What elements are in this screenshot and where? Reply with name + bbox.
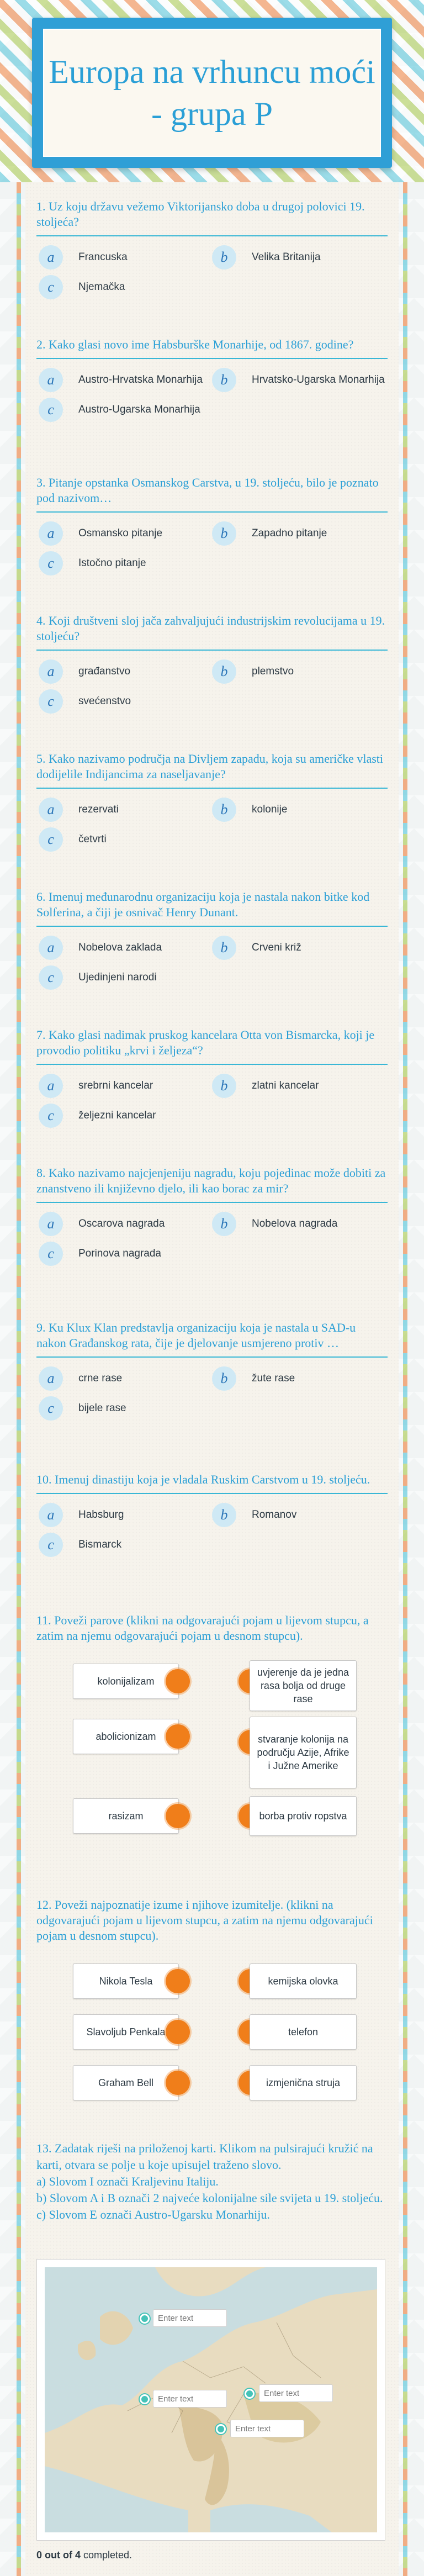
option-c[interactable]: [39, 689, 131, 714]
option-a[interactable]: [39, 798, 119, 822]
match-left-item[interactable]: kolonijalizam: [73, 1664, 179, 1699]
option-a-badge: a: [39, 936, 63, 960]
option-a-badge: a: [39, 659, 63, 684]
question-text: 3. Pitanje opstanka Osmanskog Carstva, u 19. stoljeću, bilo je poznato pod nazivom…: [36, 475, 388, 513]
answer-options: [39, 1366, 385, 1427]
match-right-item[interactable]: kemijska olovka: [250, 1963, 357, 1999]
question-text: 4. Koji društveni sloj jača zahvaljujući industrijskim revolucijama u 19. stoljeću?: [36, 613, 388, 651]
match-right-item[interactable]: borba protiv ropstva: [250, 1796, 357, 1836]
option-b[interactable]: [212, 368, 385, 392]
progress-suffix: completed.: [81, 2549, 132, 2561]
option-b-badge: b: [212, 798, 236, 822]
option-c[interactable]: [39, 1104, 156, 1128]
map-pulse-marker[interactable]: [245, 2389, 255, 2399]
option-b-badge: b: [212, 368, 236, 392]
task-intro: 13. Zadatak riješi na priloženoj karti. Klikom na pulsirajući kružić na karti, otvara se polje u koje upisujel traženo slovo.: [36, 2141, 373, 2172]
match-left-item[interactable]: abolicionizam: [73, 1719, 179, 1754]
option-a-badge: a: [39, 1074, 63, 1098]
option-label: Nobelova nagrada: [252, 1218, 338, 1229]
option-c-badge: c: [39, 689, 63, 714]
option-a[interactable]: [39, 245, 128, 270]
answer-options: [39, 521, 385, 582]
option-label: žute rase: [252, 1373, 295, 1384]
right-decorative-stripe: [403, 182, 407, 2576]
question-text: 7. Kako glasi nadimak pruskog kancelara Otta von Bismarcka, koji je provodio politiku „krvi i željeza“?: [36, 1027, 388, 1065]
match-right-item[interactable]: telefon: [250, 2014, 357, 2050]
question-text: 6. Imenuj međunarodnu organizaciju koja je nastala nakon bitke kod Solferina, a čiji je osnivač Henry Dunant.: [36, 889, 388, 927]
answer-options: [39, 1074, 385, 1134]
option-c[interactable]: [39, 965, 157, 990]
option-a[interactable]: [39, 1366, 122, 1391]
option-c-badge: c: [39, 398, 63, 422]
connector-dot[interactable]: [166, 2071, 190, 2095]
left-decorative-stripe: [17, 182, 21, 2576]
option-b-badge: b: [212, 659, 236, 684]
option-b[interactable]: [212, 798, 287, 822]
europe-map: [36, 2259, 385, 2541]
option-c-badge: c: [39, 1396, 63, 1421]
progress-status: [36, 2549, 385, 2561]
option-label: zlatni kancelar: [252, 1080, 319, 1091]
match-left-item[interactable]: rasizam: [73, 1798, 179, 1834]
option-label: Austro-Hrvatska Monarhija: [78, 374, 203, 386]
question-text: 10. Imenuj dinastiju koja je vladala Ruskim Carstvom u 19. stoljeću.: [36, 1472, 388, 1494]
option-a[interactable]: [39, 1074, 153, 1098]
option-b-badge: b: [212, 521, 236, 546]
option-c[interactable]: [39, 1396, 126, 1421]
option-a[interactable]: [39, 659, 130, 684]
title-banner: [32, 18, 392, 168]
option-b[interactable]: [212, 1074, 319, 1098]
question-9: [25, 1320, 399, 1427]
option-b[interactable]: [212, 245, 321, 270]
map-text-input[interactable]: [230, 2420, 304, 2437]
progress-count: 0 out of 4: [36, 2549, 81, 2561]
option-label: željezni kancelar: [78, 1110, 156, 1121]
option-label: Njemačka: [78, 281, 125, 293]
option-a-badge: a: [39, 245, 63, 270]
question-1: [25, 199, 399, 306]
option-label: Bismarck: [78, 1539, 122, 1550]
option-c-badge: c: [39, 1242, 63, 1266]
option-label: bijele rase: [78, 1402, 126, 1414]
question-text: 12. Poveži najpoznatije izume i njihove izumitelje. (klikni na odgovarajući pojam u lijevom stupcu, a zatim na njemu odgovarajući pojam u desnom stupcu).: [36, 1898, 373, 1942]
match-left-item[interactable]: Nikola Tesla: [73, 1963, 179, 1999]
map-text-input[interactable]: [153, 2309, 227, 2327]
question-text: 11. Poveži parove (klikni na odgovarajući pojam u lijevom stupcu, a zatim na njemu odgovarajući pojam u desnom stupcu).: [36, 1613, 369, 1643]
question-text: 8. Kako nazivamo najcjenjeniju nagradu, koju pojedinac može dobiti za znanstveno ili književno djelo, ili kao borac za mir?: [36, 1165, 388, 1203]
match-right-item[interactable]: stvaranje kolonija na području Azije, Afrike i Južne Amerike: [250, 1717, 357, 1788]
match-question-2: [25, 1897, 399, 2107]
match-right-item[interactable]: uvjerenje da je jedna rasa bolja od druge rase: [250, 1660, 357, 1711]
option-c[interactable]: [39, 1242, 161, 1266]
map-pulse-marker[interactable]: [216, 2424, 226, 2434]
task-line-c: c) Slovom E označi Austro-Ugarsku Monarhiju.: [36, 2208, 270, 2221]
option-c-badge: c: [39, 965, 63, 990]
option-label: kolonije: [252, 804, 288, 815]
option-c-badge: c: [39, 551, 63, 576]
option-b-badge: b: [212, 1074, 236, 1098]
option-label: Francuska: [78, 251, 128, 263]
option-label: Romanov: [252, 1509, 297, 1521]
question-10: [25, 1472, 399, 1564]
option-a[interactable]: [39, 1212, 165, 1236]
option-b[interactable]: [212, 659, 294, 684]
map-pulse-marker[interactable]: [140, 2394, 150, 2404]
answer-options: [39, 798, 385, 858]
answer-options: [39, 936, 385, 996]
option-label: srebrni kancelar: [78, 1080, 153, 1091]
question-text: 2. Kako glasi novo ime Habsburške Monarhije, od 1867. godine?: [36, 337, 388, 359]
option-a[interactable]: [39, 1503, 124, 1527]
question-8: [25, 1165, 399, 1273]
question-3: [25, 475, 399, 582]
option-a[interactable]: [39, 521, 162, 546]
connector-dot[interactable]: [166, 2020, 190, 2044]
option-label: Nobelova zaklada: [78, 942, 162, 953]
option-label: Zapadno pitanje: [252, 527, 327, 539]
option-c-badge: c: [39, 1533, 63, 1557]
option-b[interactable]: [212, 936, 301, 960]
task-line-b: b) Slovom A i B označi 2 najveće kolonijalne sile svijeta u 19. stoljeću.: [36, 2191, 383, 2205]
connector-dot[interactable]: [166, 1724, 190, 1749]
option-label: građanstvo: [78, 666, 131, 677]
option-b-badge: b: [212, 245, 236, 270]
option-a-badge: a: [39, 798, 63, 822]
answer-options: [39, 368, 385, 429]
answer-options: [39, 1212, 385, 1273]
option-c[interactable]: [39, 551, 146, 576]
option-label: Osmansko pitanje: [78, 527, 163, 539]
map-text-input[interactable]: [153, 2390, 227, 2408]
map-pulse-marker[interactable]: [140, 2314, 150, 2324]
option-label: Porinova nagrada: [78, 1248, 161, 1259]
option-a-badge: a: [39, 1212, 63, 1236]
question-text: 5. Kako nazivamo područja na Divljem zapadu, koja su američke vlasti dodijelile Indijancima za naseljavanje?: [36, 751, 388, 789]
option-a-badge: a: [39, 1366, 63, 1391]
option-label: plemstvo: [252, 666, 294, 677]
option-b[interactable]: [212, 1503, 296, 1527]
question-5: [25, 751, 399, 858]
option-a-badge: a: [39, 368, 63, 392]
option-b[interactable]: [212, 1366, 295, 1391]
option-label: Istočno pitanje: [78, 557, 146, 569]
match-left-item[interactable]: Graham Bell: [73, 2065, 179, 2100]
option-a[interactable]: [39, 936, 162, 960]
option-label: Habsburg: [78, 1509, 124, 1521]
quiz-content: [25, 182, 399, 2576]
option-b-badge: b: [212, 936, 236, 960]
map-text-input[interactable]: [259, 2384, 333, 2402]
page-title: Europa na vrhuncu moći - grupa P: [49, 54, 375, 132]
option-label: Ujedinjeni narodi: [78, 972, 157, 983]
question-text: 1. Uz koju državu vežemo Viktorijansko doba u drugoj polovici 19. stoljeća?: [36, 199, 388, 236]
map-question: [25, 2140, 399, 2223]
option-c[interactable]: [39, 1533, 121, 1557]
option-label: svećenstvo: [78, 695, 131, 707]
option-label: Crveni križ: [252, 942, 301, 953]
option-label: Austro-Ugarska Monarhija: [78, 404, 200, 415]
task-line-a: a) Slovom I označi Kraljevinu Italiju.: [36, 2174, 219, 2188]
option-label: četvrti: [78, 833, 107, 845]
option-c-badge: c: [39, 827, 63, 852]
option-c[interactable]: [39, 275, 125, 299]
option-b[interactable]: [212, 1212, 337, 1236]
option-a-badge: a: [39, 1503, 63, 1527]
option-label: Velika Britanija: [252, 251, 321, 263]
option-b-badge: b: [212, 1212, 236, 1236]
answer-options: [39, 659, 385, 720]
question-2: [25, 337, 399, 429]
option-b-badge: b: [212, 1366, 236, 1391]
connector-dot[interactable]: [166, 1669, 190, 1693]
question-4: [25, 613, 399, 720]
match-right-item[interactable]: izmjenična struja: [250, 2065, 357, 2100]
connector-dot[interactable]: [166, 1969, 190, 1993]
option-label: Hrvatsko-Ugarska Monarhija: [252, 374, 385, 386]
option-c-badge: c: [39, 1104, 63, 1128]
question-text: 9. Ku Klux Klan predstavlja organizaciju koja je nastala u SAD-u nakon Građanskog rata, čije je djelovanje usmjereno protiv …: [36, 1320, 388, 1358]
match-question-1: [25, 1613, 399, 1845]
option-a[interactable]: [39, 368, 203, 392]
answer-options: [39, 1503, 385, 1564]
option-c-badge: c: [39, 275, 63, 299]
question-6: [25, 889, 399, 996]
option-label: crne rase: [78, 1373, 123, 1384]
option-b-badge: b: [212, 1503, 236, 1527]
option-b[interactable]: [212, 521, 327, 546]
option-c[interactable]: [39, 398, 200, 422]
question-7: [25, 1027, 399, 1134]
title-card: [43, 29, 381, 157]
connector-dot[interactable]: [166, 1804, 190, 1828]
option-c[interactable]: [39, 827, 107, 852]
option-label: Oscarova nagrada: [78, 1218, 165, 1229]
answer-options: [39, 245, 385, 306]
option-label: rezervati: [78, 804, 119, 815]
match-left-item[interactable]: Slavoljub Penkala: [73, 2014, 179, 2050]
option-a-badge: a: [39, 521, 63, 546]
